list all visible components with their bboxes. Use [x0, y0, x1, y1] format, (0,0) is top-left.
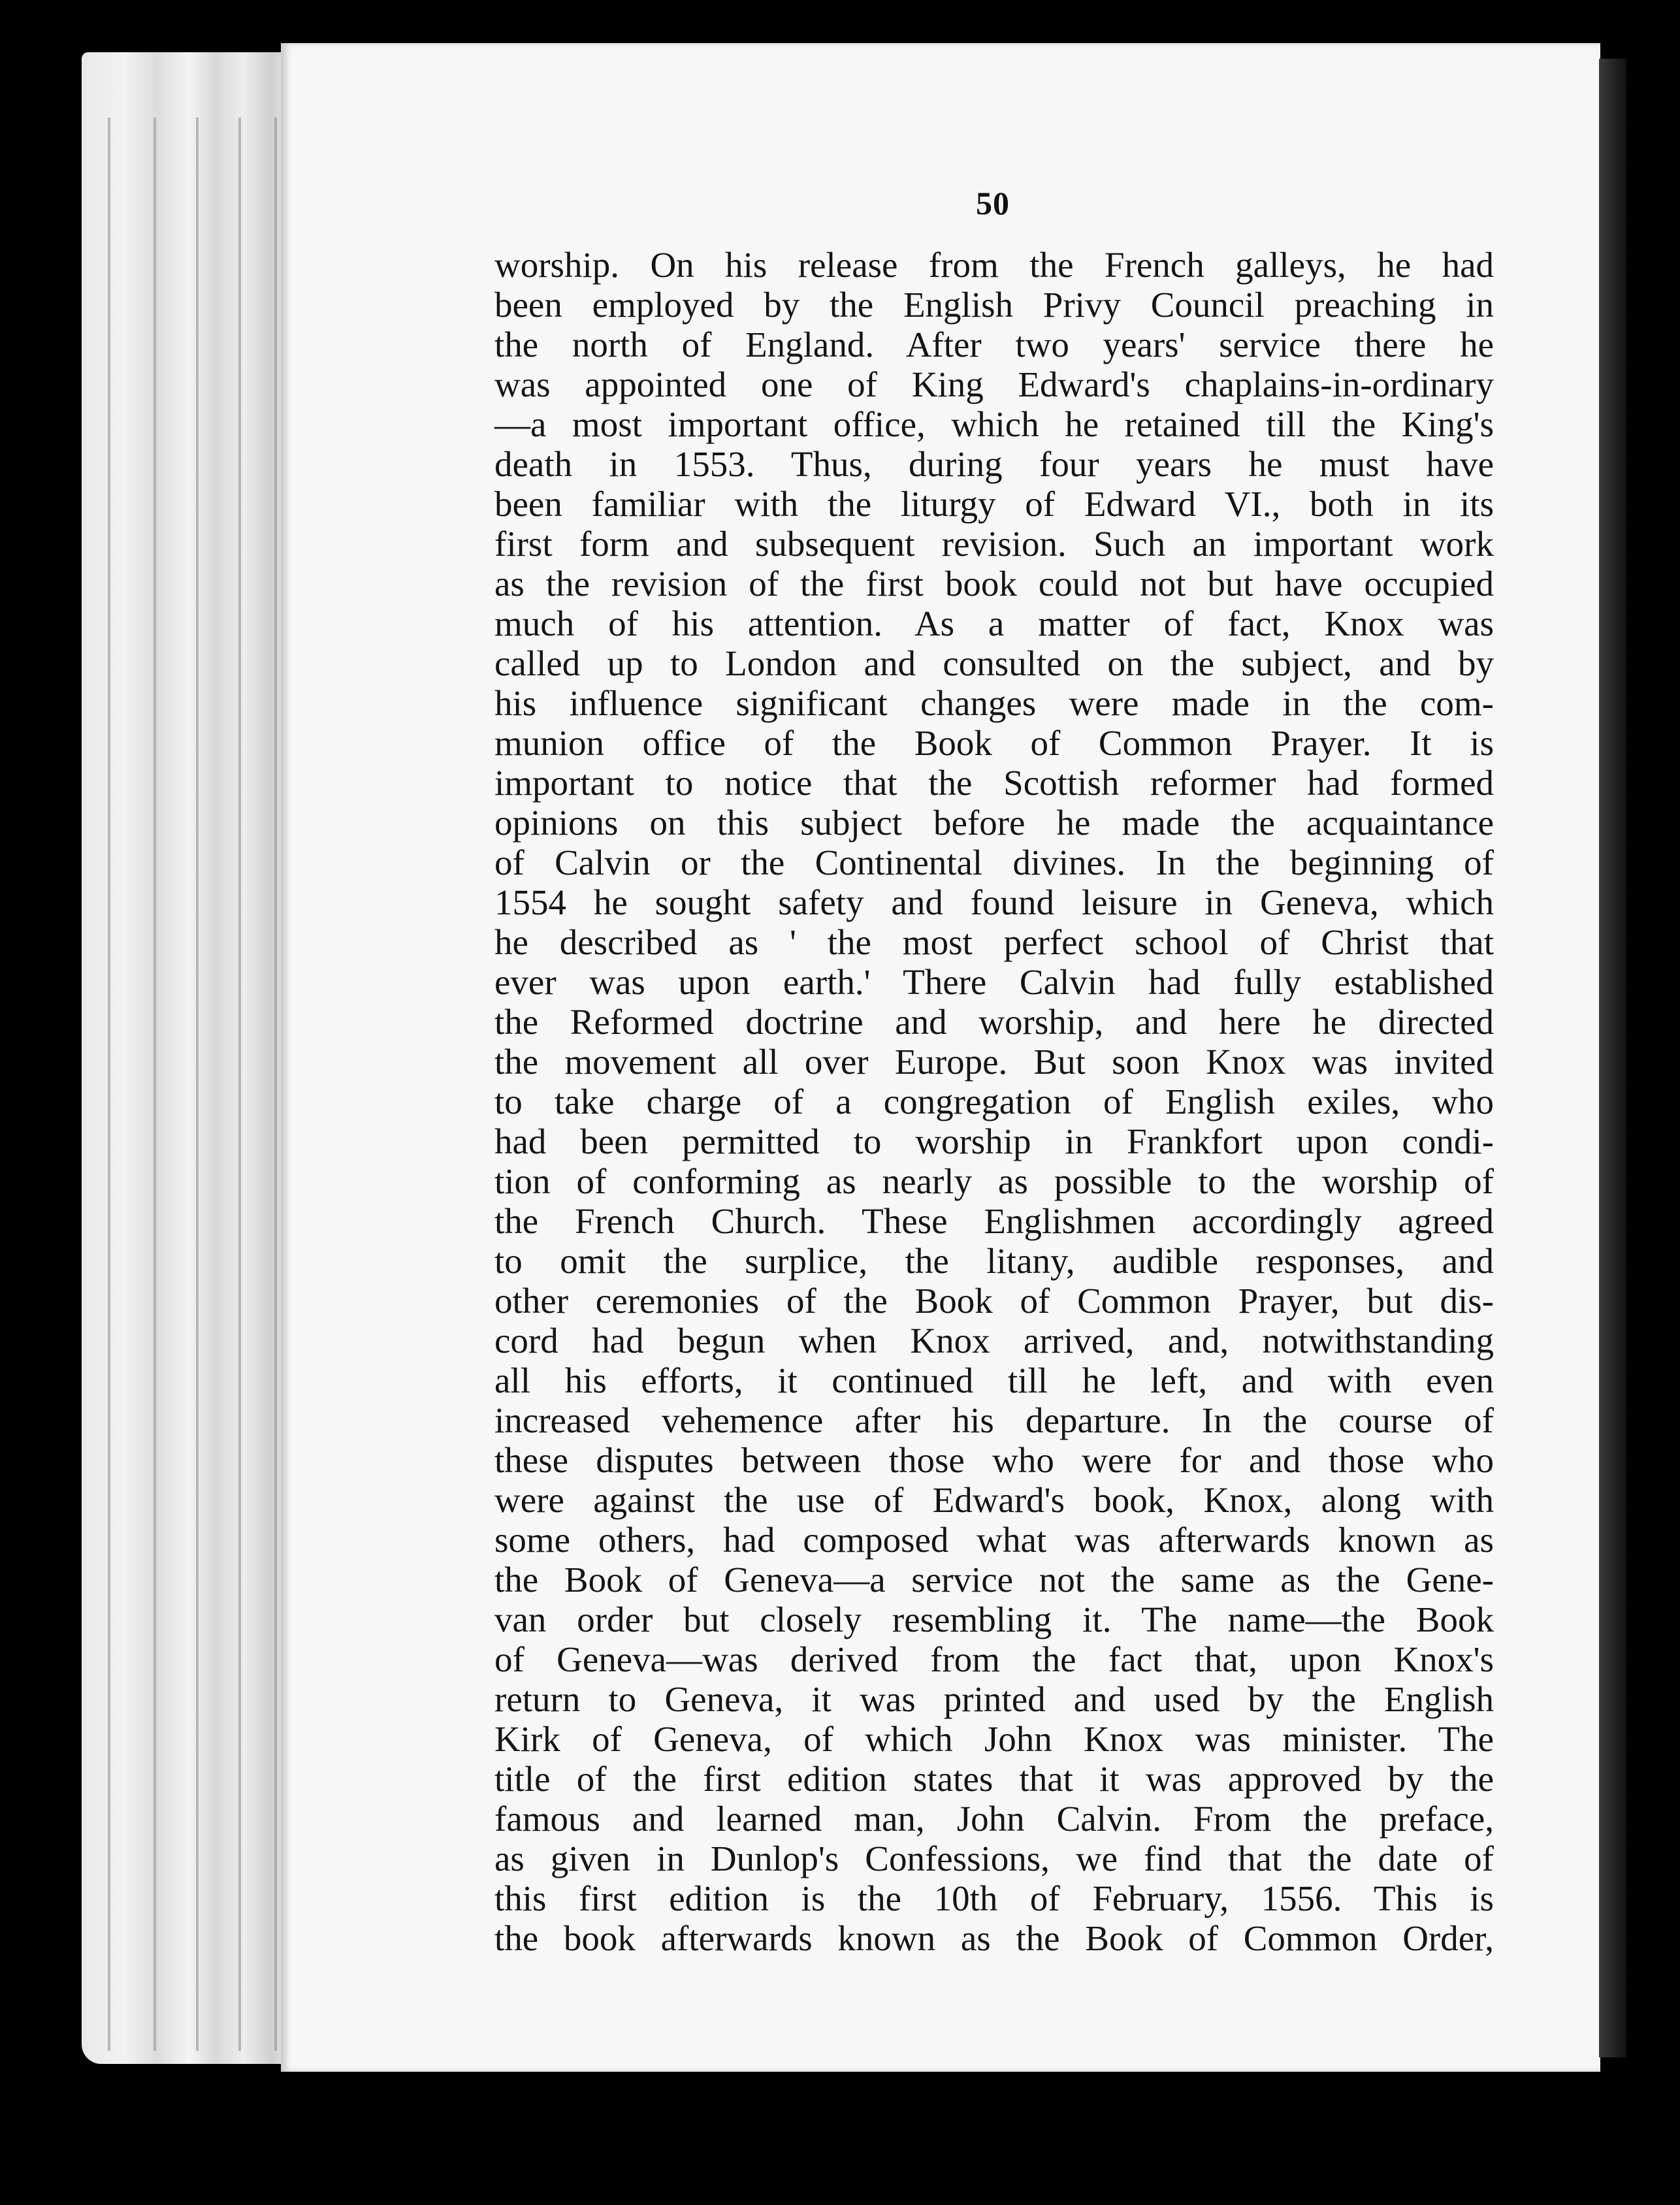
text-line: the north of England. After two years' service there he [494, 325, 1494, 364]
text-line: Kirk of Geneva, of which John Knox was minister. The [494, 1719, 1494, 1759]
page-right-shadow [1599, 59, 1626, 2057]
text-line: munion office of the Book of Common Prayer. It is [494, 723, 1494, 763]
text-line: the movement all over Europe. But soon Knox was invited [494, 1042, 1494, 1082]
text-line: important to notice that the Scottish reformer had formed [494, 763, 1494, 803]
text-line: called up to London and consulted on the subject, and by [494, 643, 1494, 683]
text-line: as the revision of the first book could not but have occupied [494, 564, 1494, 604]
text-line: other ceremonies of the Book of Common Prayer, but dis- [494, 1281, 1494, 1321]
text-line: was appointed one of King Edward's chaplains-in-ordinary [494, 364, 1494, 404]
text-line: opinions on this subject before he made the acquaintance [494, 803, 1494, 843]
text-line: famous and learned man, John Calvin. From the preface, [494, 1799, 1494, 1839]
text-line: first form and subsequent revision. Such an important work [494, 524, 1494, 564]
text-line: he described as ' the most perfect school of Christ that [494, 922, 1494, 962]
text-line: cord had begun when Knox arrived, and, notwithstanding [494, 1321, 1494, 1360]
page-edge-line [238, 118, 241, 2051]
text-line: the Book of Geneva—a service not the same as the Gene- [494, 1560, 1494, 1600]
body-text [494, 245, 1494, 1958]
page-edge-line [153, 118, 156, 2051]
page-stack-edges [82, 52, 297, 2064]
text-line: 1554 he sought safety and found leisure in Geneva, which [494, 882, 1494, 922]
text-line: been employed by the English Privy Council preaching in [494, 285, 1494, 325]
text-line: to omit the surplice, the litany, audible responses, and [494, 1241, 1494, 1281]
text-line: ever was upon earth.' There Calvin had fully established [494, 962, 1494, 1002]
page-number: 50 [976, 185, 1010, 221]
text-line: increased vehemence after his departure. In the course of [494, 1400, 1494, 1440]
text-line: had been permitted to worship in Frankfort upon condi- [494, 1121, 1494, 1161]
text-line: been familiar with the liturgy of Edward VI., both in its [494, 484, 1494, 524]
text-line: some others, had composed what was afterwards known as [494, 1520, 1494, 1560]
text-line: the book afterwards known as the Book of Common Order, [494, 1918, 1494, 1958]
page-edge-line [274, 118, 277, 2051]
page-edge-line [196, 118, 199, 2051]
text-line: the Reformed doctrine and worship, and here he directed [494, 1002, 1494, 1042]
text-line: the French Church. These Englishmen accordingly agreed [494, 1201, 1494, 1241]
text-line: title of the first edition states that it was approved by the [494, 1759, 1494, 1799]
text-line: van order but closely resembling it. The name—the Book [494, 1600, 1494, 1639]
text-line: these disputes between those who were for and those who [494, 1440, 1494, 1480]
text-line: to take charge of a congregation of English exiles, who [494, 1082, 1494, 1121]
text-line: as given in Dunlop's Confessions, we find that the date of [494, 1839, 1494, 1878]
text-line: return to Geneva, it was printed and used by the English [494, 1679, 1494, 1719]
text-line: death in 1553. Thus, during four years he must have [494, 444, 1494, 484]
text-line: of Geneva—was derived from the fact that, upon Knox's [494, 1639, 1494, 1679]
text-line: all his efforts, it continued till he left, and with even [494, 1360, 1494, 1400]
text-line: of Calvin or the Continental divines. In the beginning of [494, 843, 1494, 882]
text-line: tion of conforming as nearly as possible to the worship of [494, 1161, 1494, 1201]
page-edge-line [108, 118, 110, 2051]
text-line: worship. On his release from the French galleys, he had [494, 245, 1494, 285]
text-line: much of his attention. As a matter of fact, Knox was [494, 604, 1494, 643]
text-line: were against the use of Edward's book, Knox, along with [494, 1480, 1494, 1520]
text-line: his influence significant changes were made in the com- [494, 683, 1494, 723]
text-line: this first edition is the 10th of February, 1556. This is [494, 1878, 1494, 1918]
text-line: —a most important office, which he retained till the King's [494, 404, 1494, 444]
